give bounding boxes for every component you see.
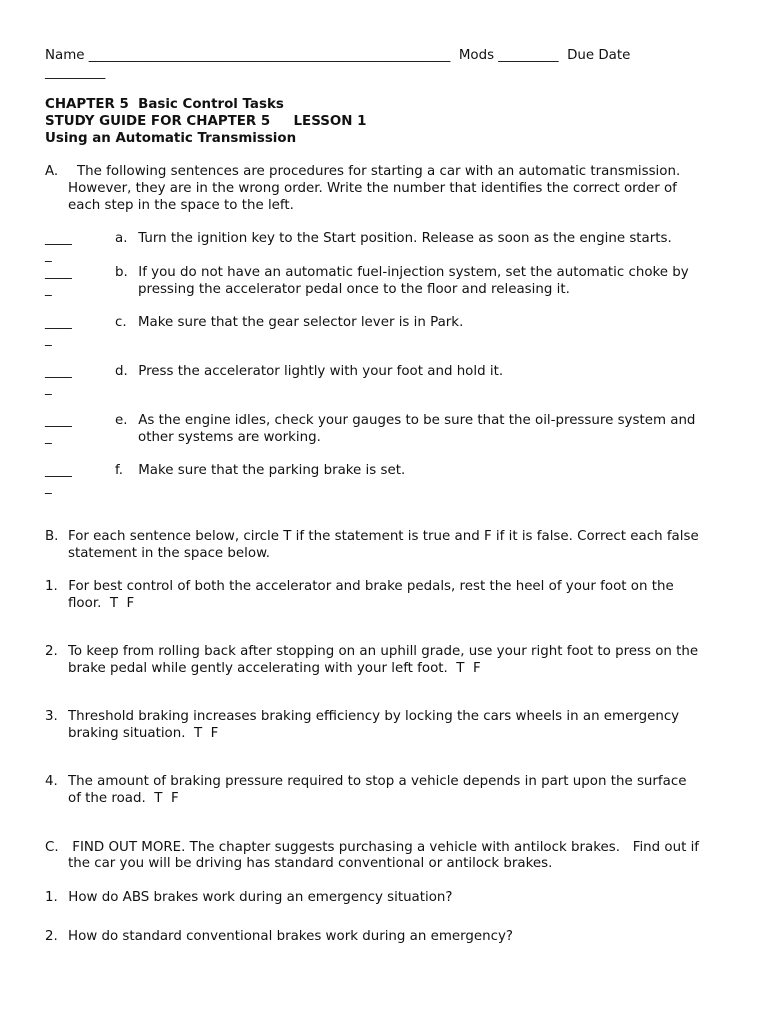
step-letter: f. xyxy=(115,463,123,478)
name-mods-due-date-line: Name ______________________________________________________ Mods _________ Due Date xyxy=(45,48,631,63)
answer-blank-tail: _ xyxy=(45,480,52,495)
study-guide-title: STUDY GUIDE FOR CHAPTER 5 LESSON 1 xyxy=(45,114,367,129)
question-number: 1. xyxy=(45,890,58,905)
answer-blank: ____ xyxy=(45,265,72,280)
question-text-continued: brake pedal while gently accelerating with your left foot. T F xyxy=(68,661,481,676)
answer-blank: ____ xyxy=(45,463,72,478)
answer-blank-tail: _ xyxy=(45,430,52,445)
question-text: How do standard conventional brakes work during an emergency? xyxy=(68,929,514,944)
step-letter: b. xyxy=(115,265,128,280)
question-number: 2. xyxy=(45,644,58,659)
answer-blank-tail: _ xyxy=(45,381,52,396)
step-text: Press the accelerator lightly with your foot and hold it. xyxy=(134,364,504,379)
step-letter: a. xyxy=(115,231,128,246)
section-b-marker: B. xyxy=(45,529,59,544)
question-text: How do ABS brakes work during an emergency situation? xyxy=(64,890,453,905)
chapter-title: CHAPTER 5 Basic Control Tasks xyxy=(45,97,284,112)
question-text-continued: braking situation. T F xyxy=(68,726,219,741)
question-number: 3. xyxy=(45,709,58,724)
section-b-intro-line-2: statement in the space below. xyxy=(68,546,271,561)
answer-blank: ____ xyxy=(45,413,72,428)
step-text-continued: pressing the accelerator pedal once to the floor and releasing it. xyxy=(138,282,570,297)
section-c-intro-line-2: the car you will be driving has standard conventional or antilock brakes. xyxy=(68,856,553,871)
section-a-intro-line-1: The following sentences are procedures for starting a car with an automatic transmission. xyxy=(77,164,681,179)
question-number: 1. xyxy=(45,579,58,594)
section-c-marker: C. xyxy=(45,840,59,855)
question-text: Threshold braking increases braking efficiency by locking the cars wheels in an emergency xyxy=(68,709,680,724)
section-c-intro-line-1: FIND OUT MORE. The chapter suggests purchasing a vehicle with antilock brakes. Find out if xyxy=(68,840,700,855)
step-text-continued: other systems are working. xyxy=(138,430,321,445)
answer-blank: ____ xyxy=(45,231,72,246)
step-text: Turn the ignition key to the Start position. Release as soon as the engine starts. xyxy=(134,231,672,246)
question-number: 4. xyxy=(45,774,58,789)
answer-blank-tail: _ xyxy=(45,332,52,347)
section-a-intro-line-3: each step in the space to the left. xyxy=(68,198,294,213)
section-a-marker: A. xyxy=(45,164,59,179)
answer-blank: ____ xyxy=(45,315,72,330)
step-letter: e. xyxy=(115,413,128,428)
question-text: To keep from rolling back after stopping on an uphill grade, use your right foot to press on the xyxy=(68,644,699,659)
step-text: Make sure that the gear selector lever is in Park. xyxy=(138,315,464,330)
answer-blank: ____ xyxy=(45,364,72,379)
answer-blank-tail: _ xyxy=(45,282,52,297)
step-text: As the engine idles, check your gauges to be sure that the oil-pressure system and xyxy=(134,413,696,428)
step-letter: c. xyxy=(115,315,127,330)
lesson-title: Using an Automatic Transmission xyxy=(45,131,297,146)
answer-blank-tail: _ xyxy=(45,248,52,263)
question-text-continued: floor. T F xyxy=(68,596,135,611)
section-b-intro-line-1: For each sentence below, circle T if the statement is true and F if it is false. Correct each false xyxy=(68,529,699,544)
question-text: For best control of both the accelerator and brake pedals, rest the heel of your foot on the xyxy=(64,579,674,594)
step-text: If you do not have an automatic fuel-injection system, set the automatic choke by xyxy=(134,265,689,280)
section-a-intro-line-2: However, they are in the wrong order. Write the number that identifies the correct order of xyxy=(68,181,677,196)
question-text: The amount of braking pressure required to stop a vehicle depends in part upon the surface xyxy=(68,774,687,789)
step-text: Make sure that the parking brake is set. xyxy=(134,463,406,478)
due-date-blank: _________ xyxy=(45,65,106,80)
step-letter: d. xyxy=(115,364,128,379)
question-number: 2. xyxy=(45,929,58,944)
question-text-continued: of the road. T F xyxy=(68,791,179,806)
